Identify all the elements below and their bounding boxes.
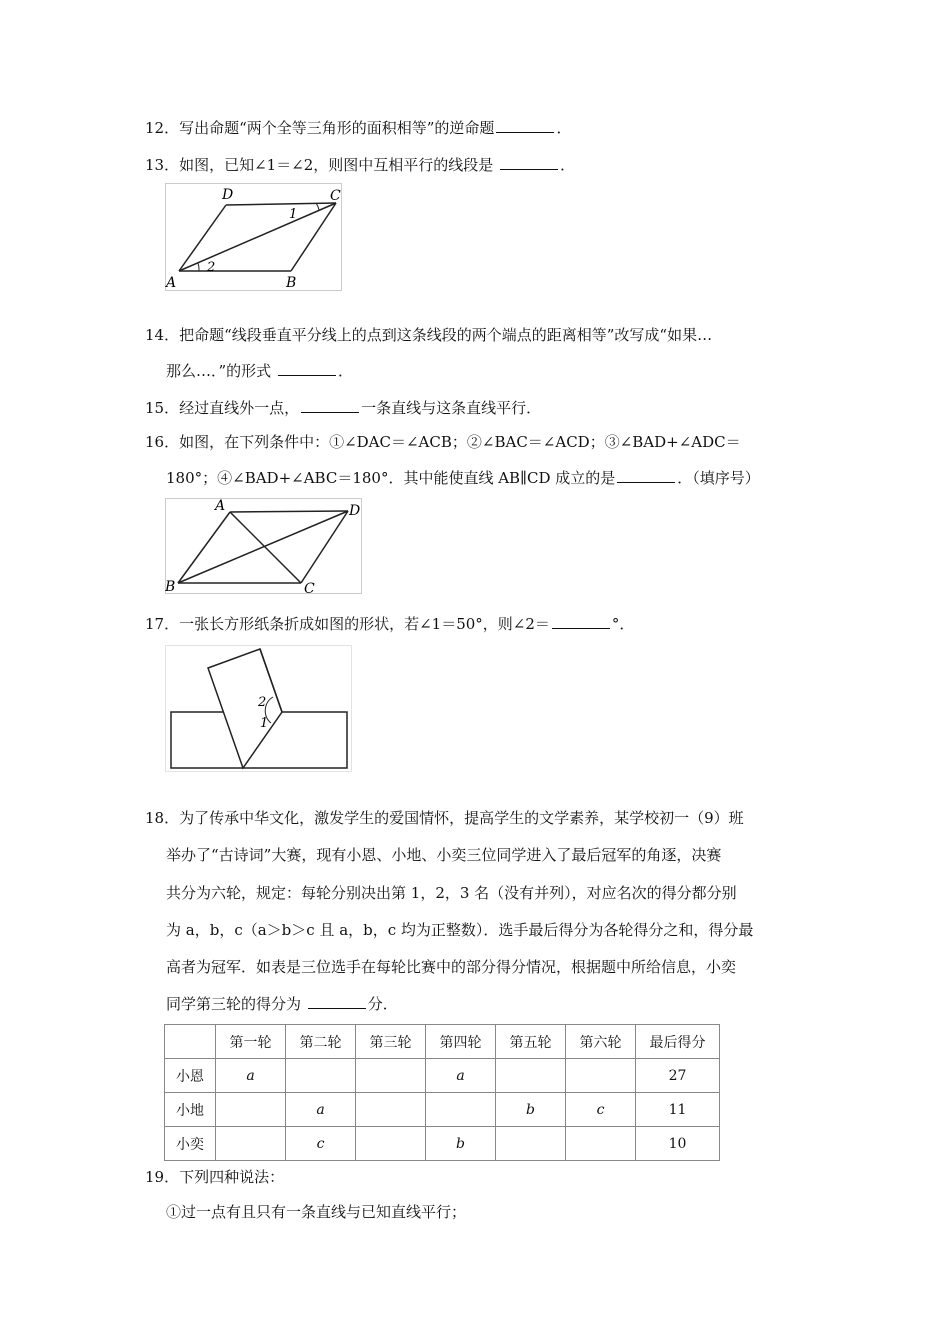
table-cell (216, 1093, 286, 1127)
table-cell: 27 (636, 1059, 720, 1093)
table-header: 第三轮 (356, 1025, 426, 1059)
label-A: A (166, 275, 177, 291)
table-cell: c (566, 1093, 636, 1127)
table-row (165, 1127, 720, 1161)
table-cell (566, 1059, 636, 1093)
q16-line2: 180°；④∠BAD+∠ABC＝180°．其中能使直线 AB∥CD 成立的是 ．（填序号） (166, 469, 760, 487)
table-header: 最后得分 (636, 1025, 720, 1059)
q18-line3: 共分为六轮，规定：每轮分别决出第 1，2，3 名（没有并列），对应名次的得分都分别 (166, 884, 737, 902)
parallelogram-figure-q13 (165, 183, 345, 293)
table-cell: 10 (636, 1127, 720, 1161)
label-C: C (330, 188, 341, 204)
angle-1-label: 1 (289, 207, 298, 222)
label-D: D (222, 187, 234, 203)
answer-blank[interactable] (308, 994, 366, 1009)
table-header: 第六轮 (566, 1025, 636, 1059)
q18-line6: 同学第三轮的得分为 分． (166, 995, 398, 1013)
table-cell: b (496, 1093, 566, 1127)
table-header: 第五轮 (496, 1025, 566, 1059)
label-C: C (304, 581, 315, 596)
score-table (164, 1024, 720, 1161)
folded-strip-figure-q17 (165, 645, 355, 775)
answer-blank[interactable] (617, 468, 675, 483)
table-cell (286, 1059, 356, 1093)
q13: 13．如图，已知∠1＝∠2，则图中互相平行的线段是 ． (145, 156, 576, 174)
table-header: 第二轮 (286, 1025, 356, 1059)
q16-line1: 16．如图，在下列条件中：①∠DAC＝∠ACB；②∠BAC＝∠ACD；③∠BAD+∠ADC＝ (145, 433, 741, 451)
q18-line5: 高者为冠军．如表是三位选手在每轮比赛中的部分得分情况，根据题中所给信息，小奕 (166, 958, 737, 976)
table-cell (496, 1059, 566, 1093)
q15: 15．经过直线外一点， 一条直线与这条直线平行． (145, 399, 542, 417)
table-cell: c (286, 1127, 356, 1161)
table-cell: 小奕 (165, 1127, 216, 1161)
answer-blank[interactable] (301, 398, 359, 413)
table-cell (356, 1127, 426, 1161)
label-D: D (349, 503, 361, 519)
q12: 12．写出命题“两个全等三角形的面积相等”的逆命题 ． (145, 119, 572, 137)
q19-item1: ①过一点有且只有一条直线与已知直线平行； (166, 1203, 467, 1221)
table-cell: b (426, 1127, 496, 1161)
table-cell (356, 1059, 426, 1093)
q14-line2: 那么…．”的形式 ． (166, 362, 353, 380)
table-cell (496, 1127, 566, 1161)
table-cell: a (216, 1059, 286, 1093)
answer-blank[interactable] (552, 614, 610, 629)
q14-line1: 14．把命题“线段垂直平分线上的点到这条线段的两个端点的距离相等”改写成“如果… (145, 326, 713, 344)
table-row (165, 1059, 720, 1093)
table-cell (216, 1127, 286, 1161)
table-cell (356, 1093, 426, 1127)
q17: 17．一张长方形纸条折成如图的形状，若∠1＝50°，则∠2＝ °． (145, 615, 635, 633)
q19: 19．下列四种说法： (145, 1168, 285, 1186)
q18-line4: 为 a，b，c（a＞b＞c 且 a，b，c 均为正整数）．选手最后得分为各轮得分之和，得分最 (166, 921, 754, 939)
q18-line1: 18．为了传承中华文化，激发学生的爱国情怀，提高学生的文学素养，某学校初一（9）班 (145, 809, 744, 827)
table-cell: 小恩 (165, 1059, 216, 1093)
answer-blank[interactable] (500, 155, 558, 170)
q18-line2: 举办了“古诗词”大赛，现有小恩、小地、小奕三位同学进入了最后冠军的角逐，决赛 (166, 846, 722, 864)
label-B: B (165, 579, 176, 595)
table-cell: a (286, 1093, 356, 1127)
table-header (165, 1025, 216, 1059)
angle-1-label: 1 (260, 716, 269, 731)
angle-2-label: 2 (258, 695, 267, 710)
angle-2-label: 2 (207, 260, 216, 275)
table-header: 第一轮 (216, 1025, 286, 1059)
table-cell: 小地 (165, 1093, 216, 1127)
parallelogram-figure-q16 (165, 498, 365, 596)
table-header: 第四轮 (426, 1025, 496, 1059)
answer-blank[interactable] (278, 361, 336, 376)
table-cell (426, 1093, 496, 1127)
table-row (165, 1093, 720, 1127)
table-cell: 11 (636, 1093, 720, 1127)
label-A: A (215, 498, 226, 514)
label-B: B (286, 275, 297, 291)
table-header-row (165, 1025, 720, 1059)
table-cell (566, 1127, 636, 1161)
answer-blank[interactable] (496, 118, 554, 133)
table-cell: a (426, 1059, 496, 1093)
